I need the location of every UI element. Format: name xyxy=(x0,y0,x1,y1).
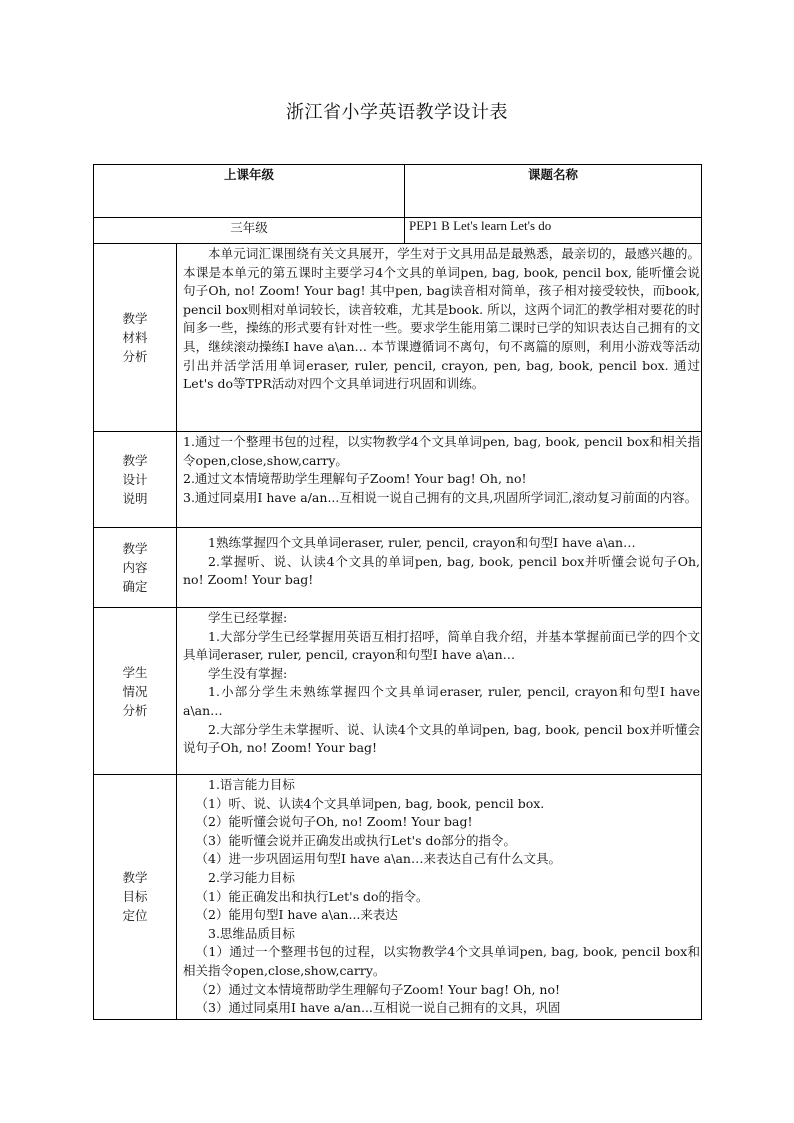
paragraph: 1.通过一个整理书包的过程，以实物教学4个文具单词pen, bag, book, pencil box和相关指令open,close,show,carry。 xyxy=(183,434,701,468)
paragraph: （2）通过文本情境帮助学生理解句子Zoom! Your bag! Oh, no! xyxy=(195,981,561,997)
lesson-header: 课题名称 xyxy=(405,165,702,218)
section-content xyxy=(177,432,702,528)
section-content xyxy=(177,608,702,775)
paragraph: 学生没有掌握: xyxy=(208,665,288,681)
paragraph: 1.语言能力目标 xyxy=(208,777,295,792)
label-line: 分析 xyxy=(122,349,148,364)
section-content-determination xyxy=(94,528,702,608)
paragraph: （1）通过一个整理书包的过程，以实物教学4个文具单词pen, bag, book, pencil box和相关指令open,close,show,carry。 xyxy=(183,944,701,978)
paragraph: 2.通过文本情境帮助学生理解句子Zoom! Your bag! Oh, no! xyxy=(183,471,527,487)
paragraph: （2）能听懂会说句子Oh, no! Zoom! Your bag! xyxy=(195,814,473,830)
page-title: 浙江省小学英语教学设计表 xyxy=(286,102,508,123)
paragraph: 2.大部分学生未掌握听、说、认读4个文具的单词pen, bag, book, pencil box并听懂会说句子Oh, no! Zoom! Your bag! xyxy=(183,721,701,756)
section-objectives xyxy=(94,775,702,1020)
label-line: 确定 xyxy=(122,579,148,594)
label-line: 学生 xyxy=(122,664,148,680)
label-line: 教学 xyxy=(122,870,148,886)
label-line: 设计 xyxy=(122,472,148,487)
paragraph: （1）能正确发出和执行Let's do的指令。 xyxy=(195,888,429,904)
section-content xyxy=(177,528,702,608)
grade-row xyxy=(94,218,702,244)
section-content xyxy=(177,775,702,1020)
header-row xyxy=(94,165,702,218)
lesson-value: PEP1 B Let's learn Let's do xyxy=(405,218,702,244)
label-line: 定位 xyxy=(122,908,148,924)
paragraph: 学生已经掌握: xyxy=(208,610,288,625)
grade-header: 上课年级 xyxy=(94,165,405,218)
label-line: 情况 xyxy=(122,683,148,699)
label-line: 教学 xyxy=(122,541,148,556)
paragraph: （1）听、说、认读4个文具单词pen, bag, book, pencil box. xyxy=(195,795,545,811)
paragraph: 1.小部分学生未熟练掌握四个文具单词eraser, ruler, pencil, crayon和句型I have a\an… xyxy=(183,684,701,718)
label-line: 分析 xyxy=(122,702,148,718)
paragraph: 1熟练掌握四个文具单词eraser, ruler, pencil, crayon和句型I have a\an… xyxy=(208,535,636,550)
section-label xyxy=(94,608,177,775)
paragraph: （3）通过同桌用I have a/an...互相说一说自己拥有的文具，巩固 xyxy=(195,1000,561,1016)
paragraph: （3）能听懂会说并正确发出或执行Let's do部分的指令。 xyxy=(195,832,517,848)
paragraph: 3.思维品质目标 xyxy=(208,925,295,941)
section-label xyxy=(94,775,177,1020)
lesson-plan-table xyxy=(93,164,702,1020)
paragraph: （2）能用句型I have a\an...来表达 xyxy=(195,907,398,923)
label-line: 内容 xyxy=(122,560,148,575)
label-line: 说明 xyxy=(122,491,148,506)
paragraph: （4）进一步巩固运用句型I have a\an…来表达自己有什么文具。 xyxy=(195,851,561,867)
grade-value: 三年级 xyxy=(94,218,405,244)
section-label xyxy=(94,244,177,432)
section-materials xyxy=(94,244,702,432)
paragraph: 3.通过同桌用I have a/an...互相说一说自己拥有的文具,巩固所学词汇,滚动复习前面的内容。 xyxy=(183,489,698,505)
section-students xyxy=(94,608,702,775)
section-content xyxy=(177,244,702,432)
section-label xyxy=(94,432,177,528)
paragraph: 2.学习能力目标 xyxy=(208,869,295,885)
paragraph: 1.大部分学生已经掌握用英语互相打招呼，简单自我介绍，并基本掌握前面已学的四个文具单词eraser, ruler, pencil, crayon和句型I have a\an… xyxy=(183,628,701,663)
label-line: 材料 xyxy=(122,330,148,345)
paragraph: 2.掌握听、说、认读4个文具的单词pen, bag, book, pencil box并听懂会说句子Oh, no! Zoom! Your bag! xyxy=(183,553,701,588)
label-line: 目标 xyxy=(122,889,148,905)
section-label xyxy=(94,528,177,608)
label-line: 教学 xyxy=(122,453,148,468)
paragraph: 本单元词汇课围绕有关文具展开，学生对于文具用品是最熟悉，最亲切的，最感兴趣的。本课是本单元的第五课时主要学习4个文具的单词pen, bag, book, pencil box, 能听懂会说句子Oh, no! Zoom! Your bag! 其中pen, bag读音相对简单，孩子相对接受较快，而book, pencil box则相对单词较长，读音较难，尤其是book. 所以，这两个词汇的教学相对要花的时间多一些，操练的形式要有针对性一些。要求学生能用第二课时已学的知识表达自己拥有的文具，继续滚动操练I have a\an… 本节课遵循词不离句，句不离篇的原则，利用小游戏等活动引出并活学活用单词eraser, ruler, pencil, crayon, pen, bag, book, pencil box. 通过Let's do等TPR活动对四个文具单词进行巩固和训练。 xyxy=(183,246,701,392)
section-design xyxy=(94,432,702,528)
label-line: 教学 xyxy=(122,311,148,326)
